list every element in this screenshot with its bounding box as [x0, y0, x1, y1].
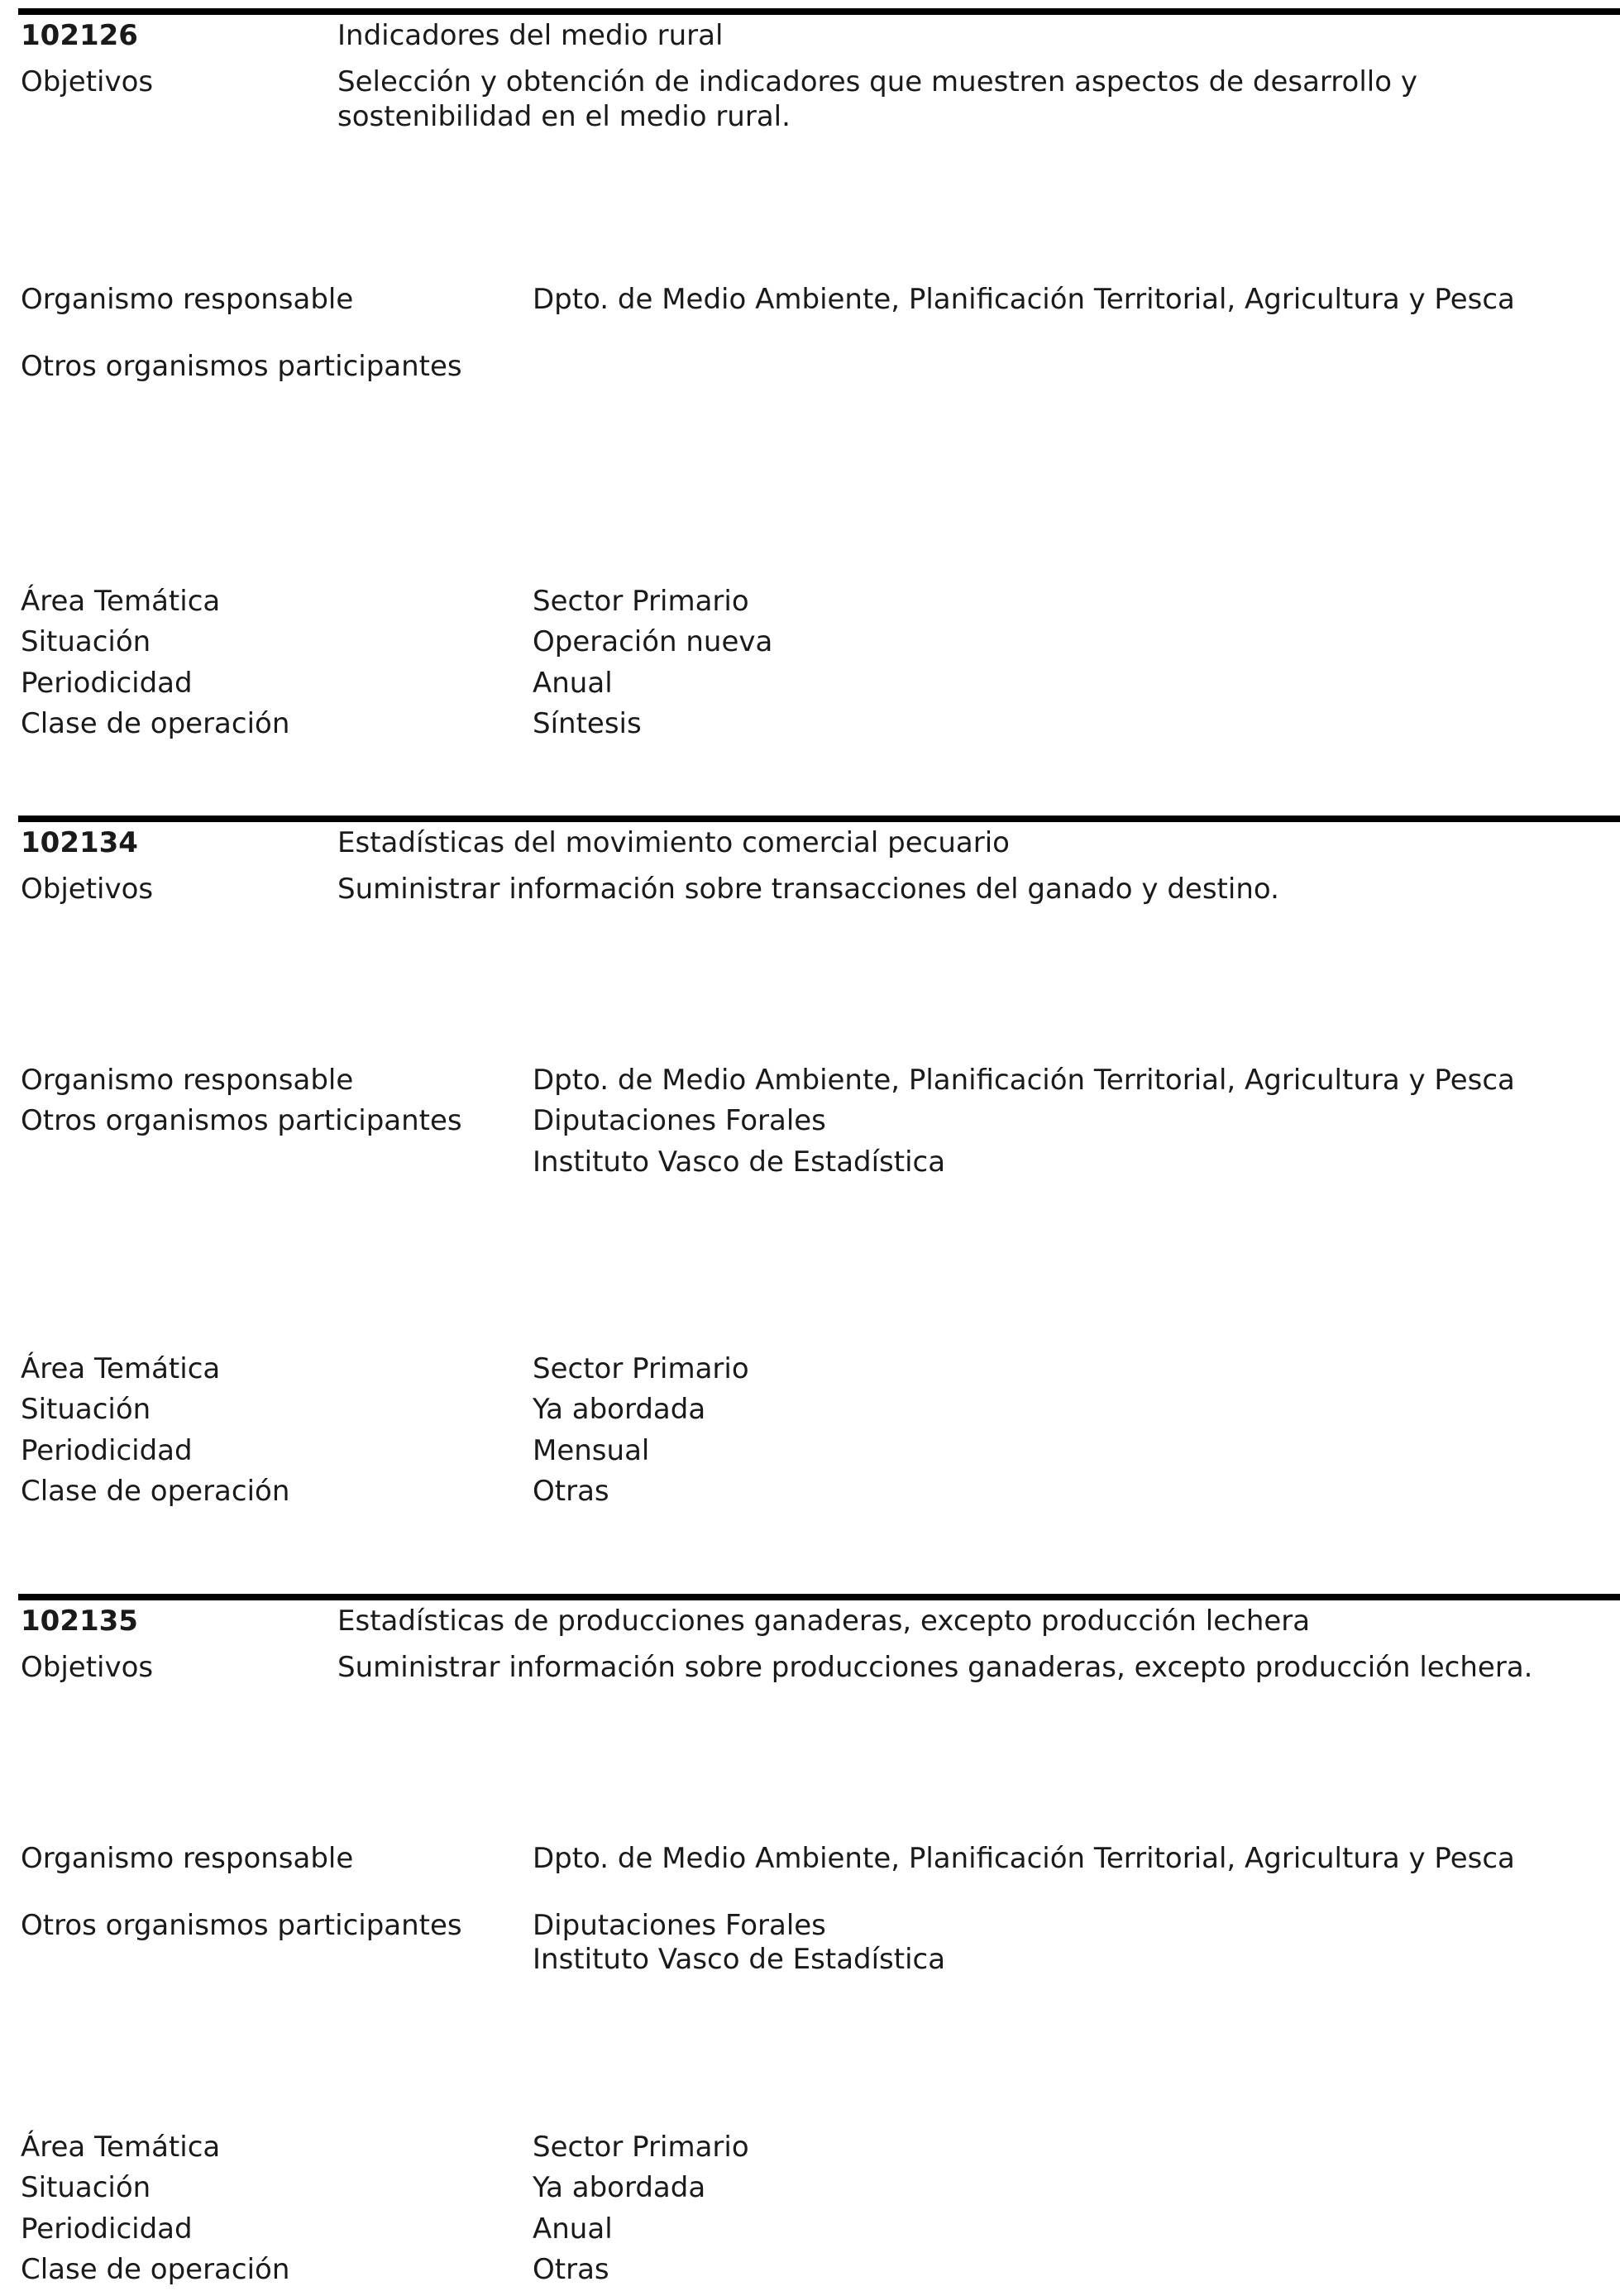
operation-title: Estadísticas de producciones ganaderas, excepto producción lechera [337, 1605, 1311, 1638]
section-divider [18, 8, 1620, 15]
periodicidad-value: Anual [533, 2212, 613, 2246]
periodicidad-value: Mensual [533, 1434, 650, 1467]
otros-organismos-item: Diputaciones Forales [533, 1104, 826, 1137]
situacion-label: Situación [21, 1393, 151, 1426]
operation-code: 102126 [21, 19, 138, 52]
operation-code: 102135 [21, 1605, 138, 1638]
area-value: Sector Primario [533, 585, 749, 618]
situacion-label: Situación [21, 625, 151, 658]
organismo-label: Organismo responsable [21, 1842, 354, 1875]
area-value: Sector Primario [533, 2131, 749, 2164]
situacion-value: Ya abordada [533, 2171, 706, 2204]
periodicidad-label: Periodicidad [21, 667, 193, 700]
otros-organismos-label: Otros organismos participantes [21, 1909, 462, 1942]
clase-label: Clase de operación [21, 1475, 290, 1508]
periodicidad-label: Periodicidad [21, 1434, 193, 1467]
objetivos-text: Suministrar información sobre transacciones del ganado y destino. [337, 873, 1279, 906]
area-value: Sector Primario [533, 1352, 749, 1385]
clase-value: Otras [533, 2253, 609, 2286]
situacion-label: Situación [21, 2171, 151, 2204]
organismo-value: Dpto. de Medio Ambiente, Planificación Territorial, Agricultura y Pesca [533, 1842, 1515, 1875]
objetivos-label: Objetivos [21, 873, 154, 906]
otros-organismos-item: Instituto Vasco de Estadística [533, 1943, 946, 1976]
clase-value: Otras [533, 1475, 609, 1508]
organismo-label: Organismo responsable [21, 1064, 354, 1097]
objetivos-text: Selección y obtención de indicadores que muestren aspectos de desarrollo y sostenibilidad en el medio rural. [337, 65, 1417, 133]
area-label: Área Temática [21, 2131, 221, 2164]
periodicidad-value: Anual [533, 667, 613, 700]
clase-label: Clase de operación [21, 707, 290, 740]
objetivos-label: Objetivos [21, 65, 154, 98]
section-divider [18, 1594, 1620, 1600]
otros-organismos-label: Otros organismos participantes [21, 1104, 462, 1137]
objetivos-text: Suministrar información sobre producciones ganaderas, excepto producción lechera. [337, 1651, 1533, 1684]
organismo-label: Organismo responsable [21, 283, 354, 316]
operation-code: 102134 [21, 826, 138, 859]
clase-label: Clase de operación [21, 2253, 290, 2286]
objetivos-label: Objetivos [21, 1651, 154, 1684]
situacion-value: Ya abordada [533, 1393, 706, 1426]
area-label: Área Temática [21, 1352, 221, 1385]
otros-organismos-item: Diputaciones Forales [533, 1909, 826, 1942]
otros-organismos-item: Instituto Vasco de Estadística [533, 1146, 946, 1179]
organismo-value: Dpto. de Medio Ambiente, Planificación Territorial, Agricultura y Pesca [533, 283, 1515, 316]
section-divider [18, 816, 1620, 822]
operation-title: Indicadores del medio rural [337, 19, 724, 52]
area-label: Área Temática [21, 585, 221, 618]
operation-title: Estadísticas del movimiento comercial pecuario [337, 826, 1010, 859]
otros-organismos-label: Otros organismos participantes [21, 350, 462, 383]
organismo-value: Dpto. de Medio Ambiente, Planificación Territorial, Agricultura y Pesca [533, 1064, 1515, 1097]
periodicidad-label: Periodicidad [21, 2212, 193, 2246]
situacion-value: Operación nueva [533, 625, 773, 658]
clase-value: Síntesis [533, 707, 642, 740]
